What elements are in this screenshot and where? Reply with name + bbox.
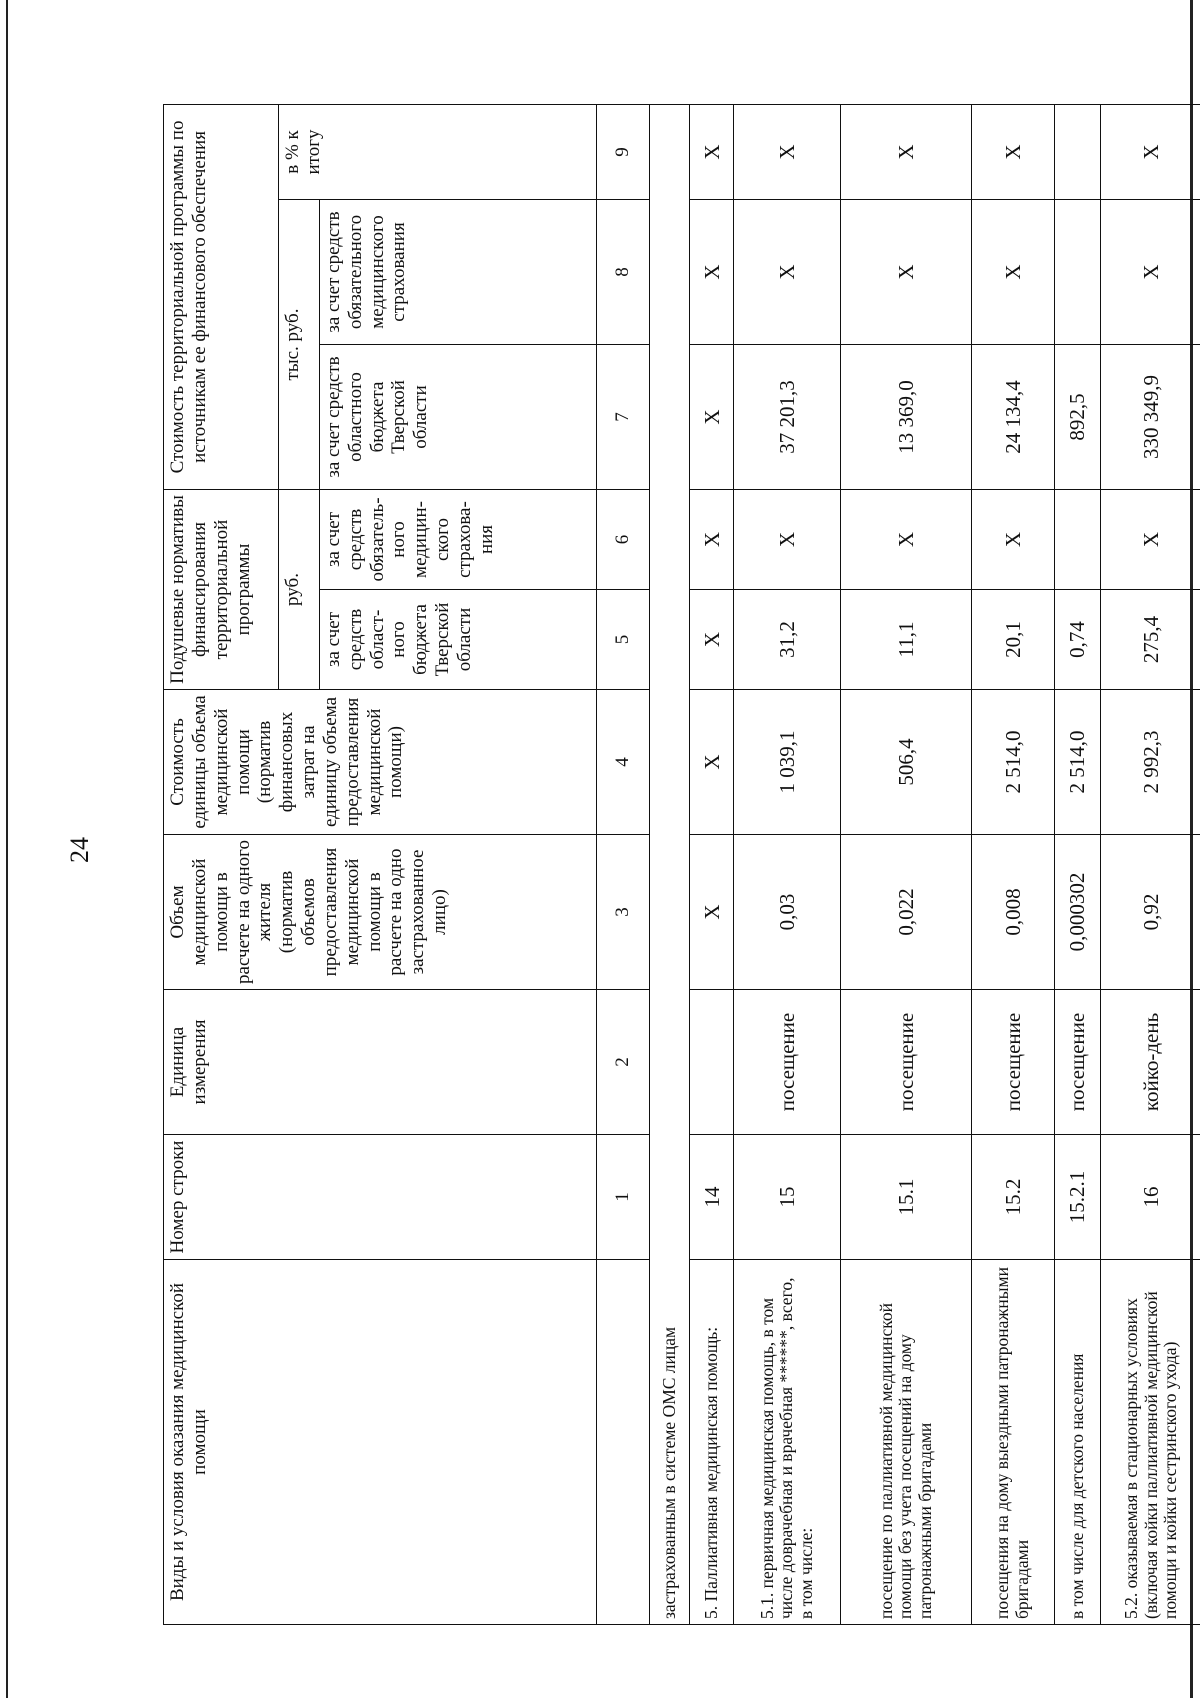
cell-value: X	[972, 490, 1055, 590]
cell-value: 11,1	[840, 590, 971, 690]
cell-value: X	[1100, 104, 1200, 199]
cell-value: 0,008	[972, 835, 1055, 990]
column-index-row	[596, 104, 649, 1624]
header-volume: Объем медицинской помощи в расчете на одного жителя (норматив объемов предоставления медицинской помощи в расчете на одно застрахованное лицо)	[164, 835, 597, 990]
row-number: 14	[690, 1135, 734, 1260]
cell-unit: посещение	[840, 990, 971, 1135]
header-per-capita: Подушевые нормативы финансирования территориальной программы	[164, 490, 279, 690]
rotated-table-wrapper	[163, 105, 1200, 1625]
index-cell: 1	[596, 1135, 649, 1260]
cell-value: X	[734, 490, 841, 590]
header-unit-cost: Стоимость единицы объема медицинской помощи (норматив финансовых затрат на единицу объема предоставления медицинской помощи)	[164, 690, 597, 835]
cell-value: 37 201,3	[734, 345, 841, 490]
cell-value: 0,92	[1100, 835, 1200, 990]
cell-value: X	[690, 490, 734, 590]
cell-unit: койко-день	[1100, 990, 1200, 1135]
row-number: 15.2	[972, 1135, 1055, 1260]
header-oms-thous: за счет средств обязательного медицинского страхования	[319, 200, 596, 345]
cell-value: X	[690, 690, 734, 835]
table-row	[734, 104, 841, 1624]
header-unit: Единица измерения	[164, 990, 597, 1135]
cell-value: 20,1	[972, 590, 1055, 690]
table-row	[1100, 104, 1200, 1624]
medical-care-table	[163, 104, 1200, 1625]
cell-value: X	[734, 200, 841, 345]
header-percent: в % к итогу	[278, 104, 596, 199]
header-oms: за счет средств обязатель-ного медицин-ского страхова-ния	[319, 490, 596, 590]
cell-value: 275,4	[1100, 590, 1200, 690]
cell-value: 330 349,9	[1100, 345, 1200, 490]
row-label: застрахованным в системе ОМС лицам	[650, 104, 690, 1624]
cell-value: X	[972, 200, 1055, 345]
cell-value: X	[972, 104, 1055, 199]
cell-value: 2 992,3	[1100, 690, 1200, 835]
cell-value: X	[840, 490, 971, 590]
row-label: 5.2. оказываемая в стационарных условиях (включая койки паллиативной медицинской помощи и койки сестринского ухода)	[1100, 1260, 1200, 1625]
index-cell: 8	[596, 200, 649, 345]
cell-value: 892,5	[1054, 345, 1100, 490]
row-label: посещение по паллиативной медицинской помощи без учета посещений на дому патронажными бригадами	[840, 1260, 971, 1625]
row-label: посещения на дому выездными патронажными бригадами	[972, 1260, 1055, 1625]
row-number: 15.2.1	[1054, 1135, 1100, 1260]
cell-value: X	[690, 200, 734, 345]
header-program-cost: Стоимость территориальной программы по источникам ее финансового обеспечения	[164, 104, 279, 489]
cell-value: 506,4	[840, 690, 971, 835]
index-cell: 2	[596, 990, 649, 1135]
cell-unit: посещение	[972, 990, 1055, 1135]
row-label: 5.1. первичная медицинская помощь, в том числе доврачебная и врачебная ******, всего, в том числе:	[734, 1260, 841, 1625]
cell-value: X	[1100, 200, 1200, 345]
cell-unit: посещение	[734, 990, 841, 1135]
index-cell: 3	[596, 835, 649, 990]
cell-value: 0,03	[734, 835, 841, 990]
table-row	[840, 104, 971, 1624]
index-cell: 7	[596, 345, 649, 490]
cell-value: 31,2	[734, 590, 841, 690]
header-rub: руб.	[278, 490, 319, 690]
row-label: 5. Паллиативная медицинская помощь:	[690, 1260, 734, 1625]
header-thous-rub: тыс. руб.	[278, 200, 319, 490]
row-number: 15	[734, 1135, 841, 1260]
cell-value: X	[734, 104, 841, 199]
cell-value: X	[690, 104, 734, 199]
cell-value: 2 514,0	[972, 690, 1055, 835]
table-row	[1054, 104, 1100, 1624]
cell-value: X	[840, 104, 971, 199]
table-row	[690, 104, 734, 1624]
index-cell	[596, 1260, 649, 1625]
row-number: 16	[1100, 1135, 1200, 1260]
cell-unit: посещение	[1054, 990, 1100, 1135]
cell-value	[1054, 490, 1100, 590]
index-cell: 4	[596, 690, 649, 835]
cell-value: 0,74	[1054, 590, 1100, 690]
cell-value: 24 134,4	[972, 345, 1055, 490]
index-cell: 5	[596, 590, 649, 690]
cell-value: 13 369,0	[840, 345, 971, 490]
cell-value: X	[1100, 490, 1200, 590]
header-regional-budget-thous: за счет средств областного бюджета Тверской области	[319, 345, 596, 490]
table-row	[972, 104, 1055, 1624]
row-label: в том числе для детского населения	[1054, 1260, 1100, 1625]
cell-value: X	[690, 590, 734, 690]
cell-value: 0,000302	[1054, 835, 1100, 990]
header-regional-budget: за счет средств област-ного бюджета Тверской области	[319, 590, 596, 690]
index-cell: 6	[596, 490, 649, 590]
scan-edge-line	[6, 0, 8, 1698]
cell-value: X	[690, 835, 734, 990]
cell-value: 2 514,0	[1054, 690, 1100, 835]
cell-value: X	[840, 200, 971, 345]
cell-value	[1054, 200, 1100, 345]
header-kinds: Виды и условия оказания медицинской помощи	[164, 1260, 597, 1625]
header-row-number: Номер строки	[164, 1135, 597, 1260]
index-cell: 9	[596, 104, 649, 199]
page-number: 24	[65, 837, 94, 863]
cell-value: 1 039,1	[734, 690, 841, 835]
cell-unit	[690, 990, 734, 1135]
cell-value: 0,022	[840, 835, 971, 990]
cell-value: X	[690, 345, 734, 490]
cell-value	[1054, 104, 1100, 199]
table-row	[650, 104, 690, 1624]
row-number: 15.1	[840, 1135, 971, 1260]
